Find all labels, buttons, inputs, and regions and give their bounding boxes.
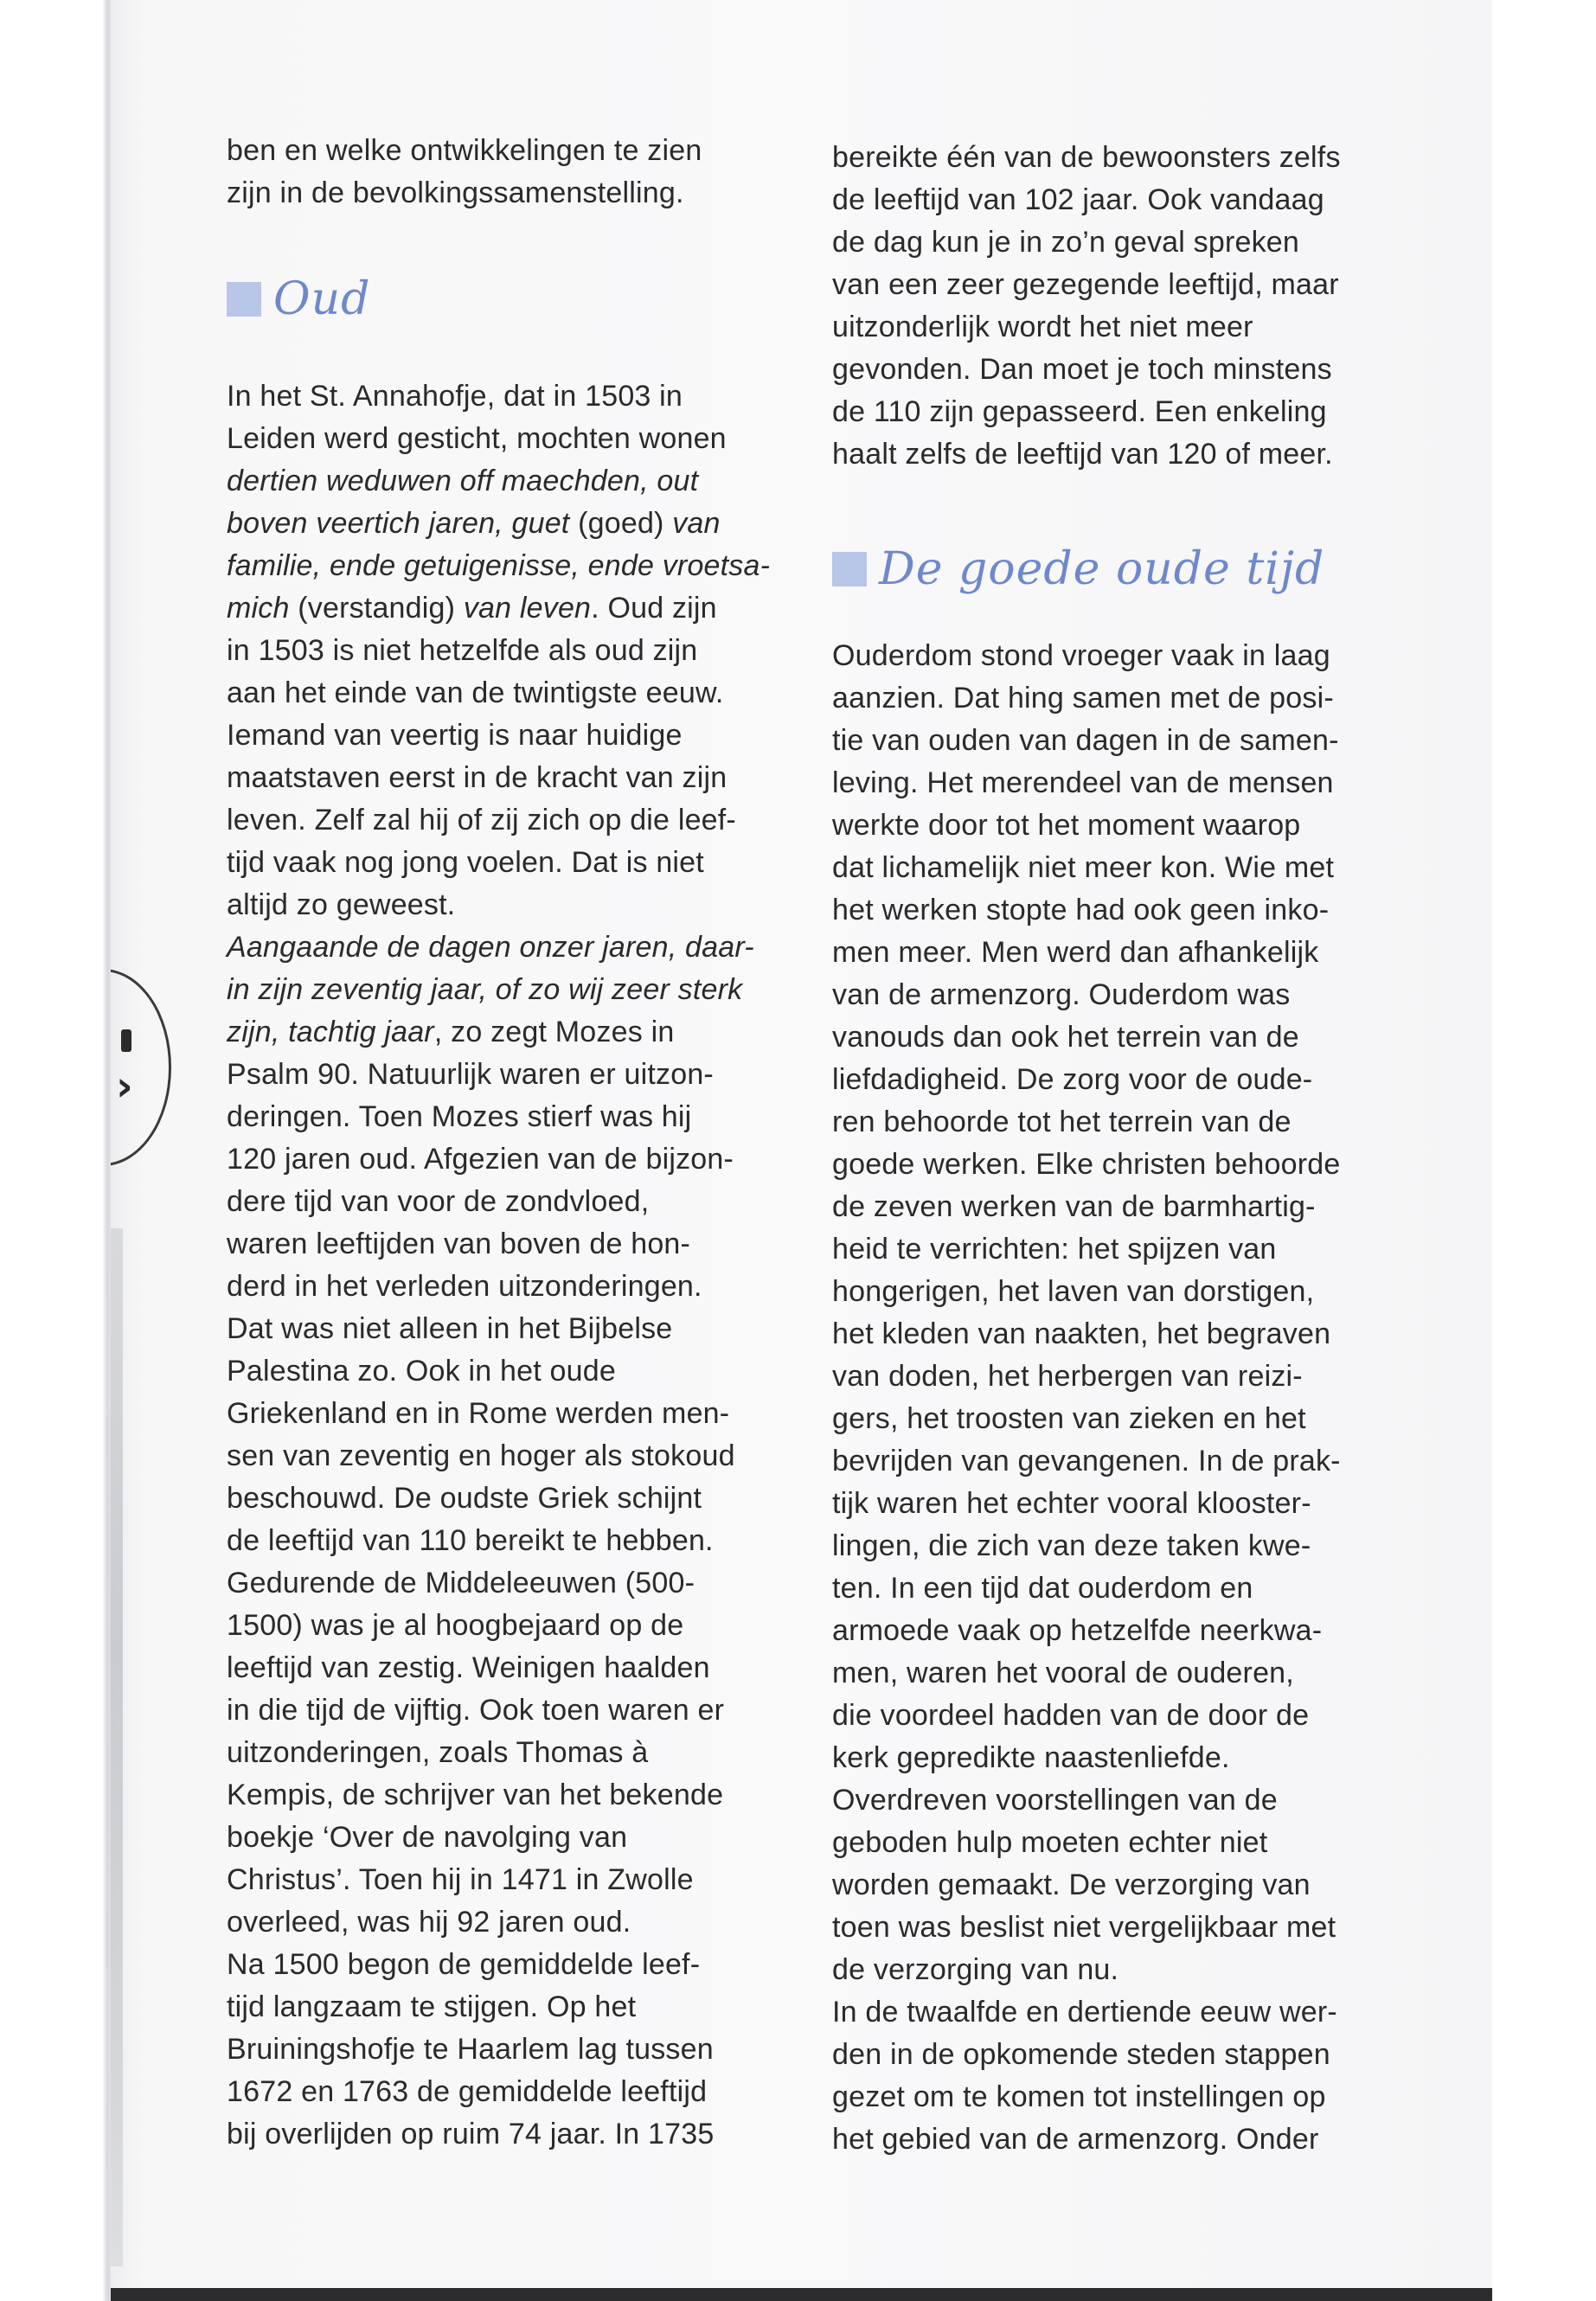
text-segment: altijd zo geweest. xyxy=(227,888,456,921)
text-line: de verzorging van nu. xyxy=(832,1953,1119,1986)
text-segment: Gedurende de Middeleeuwen (500- xyxy=(227,1567,695,1599)
text-line: vanouds dan ook het terrein van de xyxy=(832,1021,1299,1054)
heading-square-icon xyxy=(227,282,261,317)
text-line: heid te verrichten: het spijzen van xyxy=(832,1233,1277,1266)
text-line: toen was beslist niet vergelijkbaar met xyxy=(832,1911,1336,1944)
text-line: tijk waren het echter vooral klooster- xyxy=(832,1487,1311,1520)
text-line: tie van ouden van dagen in de samen- xyxy=(832,724,1339,757)
text-line xyxy=(227,375,780,418)
text-line xyxy=(227,2029,780,2071)
text-line: den in de opkomende steden stappen xyxy=(832,2038,1330,2071)
text-line: worden gemaakt. De verzorging van xyxy=(832,1868,1311,1901)
text-line: liefdadigheid. De zorg voor de oude- xyxy=(832,1063,1313,1096)
text-line xyxy=(227,926,780,969)
text-segment: (verstandig) xyxy=(289,592,464,625)
text-line xyxy=(227,969,780,1011)
text-line: bereikte één van de bewoonsters zelfs xyxy=(832,141,1341,174)
text-segment: tijd vaak nog jong voelen. Dat is niet xyxy=(227,846,704,879)
text-line: Overdreven voorstellingen van de xyxy=(832,1784,1278,1817)
text-segment: aan het einde van de twintigste eeuw. xyxy=(227,676,724,709)
text-line: gers, het troosten van zieken en het xyxy=(832,1402,1306,1435)
left-intro xyxy=(227,130,780,215)
text-line: uitzonderlijk wordt het niet meer xyxy=(832,311,1253,343)
text-line: gezet om te komen tot instellingen op xyxy=(832,2080,1326,2113)
text-line xyxy=(227,1350,780,1393)
text-line: gevonden. Dan moet je toch minstens xyxy=(832,353,1332,386)
section-heading-oud xyxy=(227,273,780,325)
text-line xyxy=(227,2071,780,2113)
text-segment: waren leeftijden van boven de hon- xyxy=(227,1227,691,1260)
text-segment: In het St. Annahofje, dat in 1503 in xyxy=(227,380,683,413)
right-intro xyxy=(832,137,1394,476)
text-segment: Kempis, de schrijver van het bekende xyxy=(227,1779,724,1811)
text-line xyxy=(227,715,780,757)
text-line xyxy=(227,1647,780,1689)
thumb-tab-arrow-icon: › xyxy=(116,1062,133,1111)
text-segment: 120 jaren oud. Afgezien van de bijzon- xyxy=(227,1143,734,1176)
text-line xyxy=(227,503,780,545)
heading-square-icon xyxy=(832,552,867,586)
text-line xyxy=(227,799,780,842)
text-line: goede werken. Elke christen behoorde xyxy=(832,1148,1341,1181)
text-line xyxy=(227,1011,780,1054)
right-body xyxy=(832,635,1394,2161)
text-segment: Christus’. Toen hij in 1471 in Zwolle xyxy=(227,1863,694,1896)
text-line: men, waren het vooral de ouderen, xyxy=(832,1657,1294,1689)
text-line xyxy=(227,587,780,630)
text-segment: in die tijd de vijftig. Ook toen waren er xyxy=(227,1694,725,1727)
text-line: de zeven werken van de barmhartig- xyxy=(832,1190,1316,1223)
text-segment: 1672 en 1763 de gemiddelde leeftijd xyxy=(227,2075,708,2108)
text-segment: de leeftijd van 110 bereikt te hebben. xyxy=(227,1524,714,1557)
italic-segment: boven veertich jaren, guet xyxy=(227,507,570,540)
text-line xyxy=(227,1732,780,1774)
text-line: van de armenzorg. Ouderdom was xyxy=(832,978,1291,1011)
text-line: aanzien. Dat hing samen met de posi- xyxy=(832,682,1334,715)
italic-segment: van leven xyxy=(463,592,592,625)
text-segment: (goed) xyxy=(569,507,673,540)
text-line xyxy=(227,1817,780,1859)
text-line: bevrijden van gevangenen. In de prak- xyxy=(832,1445,1341,1477)
italic-segment: Aangaande de dagen onzer jaren, daar- xyxy=(227,931,754,964)
text-segment: Psalm 90. Natuurlijk waren er uitzon- xyxy=(227,1058,714,1091)
text-line xyxy=(227,1859,780,1901)
text-line xyxy=(227,2113,780,2156)
italic-segment: mich xyxy=(227,592,290,625)
italic-segment: familie, ende getuigenisse, ende vroetsa- xyxy=(227,549,771,582)
text-line: Ouderdom stond vroeger vaak in laag xyxy=(832,639,1330,672)
section-heading-goede-oude-tijd xyxy=(832,543,1394,595)
text-segment: tijd langzaam te stijgen. Op het xyxy=(227,1990,637,2023)
italic-segment: zijn, tachtig jaar xyxy=(227,1016,434,1048)
text-line xyxy=(227,1986,780,2029)
text-line xyxy=(227,1181,780,1223)
text-segment: boekje ‘Over de navolging van xyxy=(227,1821,628,1854)
text-line xyxy=(227,1774,780,1817)
text-segment: bij overlijden op ruim 74 jaar. In 1735 xyxy=(227,2118,715,2150)
text-segment: Bruiningshofje te Haarlem lag tussen xyxy=(227,2033,714,2066)
text-line: de 110 zijn gepasseerd. Een enkeling xyxy=(832,395,1327,428)
text-segment: . Oud zijn xyxy=(591,592,717,625)
text-line: het werken stopte had ook geen inko- xyxy=(832,894,1330,926)
text-segment: dere tijd van voor de zondvloed, xyxy=(227,1185,650,1218)
text-line: armoede vaak op hetzelfde neerkwa- xyxy=(832,1614,1323,1647)
text-line: haalt zelfs de leeftijd van 120 of meer. xyxy=(832,438,1333,471)
text-line: lingen, die zich van deze taken kwe- xyxy=(832,1529,1311,1562)
text-line xyxy=(227,1435,780,1477)
text-segment: , zo zegt Mozes in xyxy=(433,1016,675,1048)
right-column xyxy=(832,137,1394,2161)
text-segment: Na 1500 begon de gemiddelde leef- xyxy=(227,1948,701,1981)
left-body xyxy=(227,375,780,2156)
text-line xyxy=(227,1477,780,1520)
text-segment: Iemand van veertig is naar huidige xyxy=(227,719,683,752)
text-line xyxy=(227,1689,780,1732)
text-segment: Griekenland en in Rome werden men- xyxy=(227,1397,730,1430)
text-line: werkte door tot het moment waarop xyxy=(832,809,1301,842)
text-line xyxy=(227,1901,780,1944)
text-line xyxy=(227,672,780,715)
text-line: hongerigen, het laven van dorstigen, xyxy=(832,1275,1315,1308)
text-line xyxy=(227,630,780,672)
thumb-tab-mark xyxy=(121,1029,131,1052)
text-line: men meer. Men werd dan afhankelijk xyxy=(832,936,1319,969)
right-margin xyxy=(1492,0,1596,2301)
text-line xyxy=(227,1138,780,1181)
text-line xyxy=(227,1520,780,1562)
text-line xyxy=(227,1944,780,1986)
text-line xyxy=(227,460,780,503)
text-segment: uitzonderingen, zoals Thomas à xyxy=(227,1736,649,1769)
text-line: die voordeel hadden van de door de xyxy=(832,1699,1310,1732)
bottom-dark-strip xyxy=(111,2288,1492,2301)
text-segment: leeftijd van zestig. Weinigen haalden xyxy=(227,1651,710,1684)
text-segment: Leiden werd gesticht, mochten wonen xyxy=(227,422,727,455)
text-segment: deringen. Toen Mozes stierf was hij xyxy=(227,1100,692,1133)
italic-segment: van xyxy=(672,507,721,540)
text-line: het kleden van naakten, het begraven xyxy=(832,1317,1331,1350)
text-line: geboden hulp moeten echter niet xyxy=(832,1826,1268,1859)
text-segment: in 1503 is niet hetzelfde als oud zijn xyxy=(227,634,698,667)
text-line xyxy=(227,1308,780,1350)
text-line: In de twaalfde en dertiende eeuw wer- xyxy=(832,1996,1337,2029)
text-line: van doden, het herbergen van reizi- xyxy=(832,1360,1303,1393)
text-segment: Dat was niet alleen in het Bijbelse xyxy=(227,1312,673,1345)
text-segment: beschouwd. De oudste Griek schijnt xyxy=(227,1482,702,1515)
heading-text: De goede oude tijd xyxy=(879,543,1325,595)
text-line xyxy=(227,1054,780,1096)
text-line: de dag kun je in zo’n geval spreken xyxy=(832,226,1300,259)
text-line xyxy=(227,1393,780,1435)
text-segment: derd in het verleden uitzonderingen. xyxy=(227,1270,702,1303)
text-line: het gebied van de armenzorg. Onder xyxy=(832,2123,1319,2156)
text-line xyxy=(227,1096,780,1138)
text-line xyxy=(227,545,780,587)
text-line xyxy=(227,1562,780,1605)
text-line: ten. In een tijd dat ouderdom en xyxy=(832,1572,1253,1605)
text-line: ben en welke ontwikkelingen te zien xyxy=(227,134,702,167)
text-segment: leven. Zelf zal hij of zij zich op die leef- xyxy=(227,804,736,836)
text-line: van een zeer gezegende leeftijd, maar xyxy=(832,268,1339,301)
text-line: leving. Het merendeel van de mensen xyxy=(832,766,1334,799)
text-line xyxy=(227,757,780,799)
text-line xyxy=(227,1266,780,1308)
italic-segment: in zijn zeventig jaar, of zo wij zeer sterk xyxy=(227,973,743,1006)
text-line xyxy=(227,884,780,926)
text-line xyxy=(227,842,780,884)
text-segment: maatstaven eerst in de kracht van zijn xyxy=(227,761,727,794)
text-line xyxy=(227,418,780,460)
text-line: ren behoorde tot het terrein van de xyxy=(832,1106,1292,1138)
text-line: de leeftijd van 102 jaar. Ook vandaag xyxy=(832,183,1324,216)
text-line xyxy=(227,1223,780,1266)
text-line: dat lichamelijk niet meer kon. Wie met xyxy=(832,851,1335,884)
italic-segment: dertien weduwen off maechden, out xyxy=(227,465,699,497)
text-segment: Palestina zo. Ook in het oude xyxy=(227,1355,616,1388)
left-column xyxy=(227,130,780,2156)
text-line: zijn in de bevolkingssamenstelling. xyxy=(227,176,684,209)
text-segment: sen van zeventig en hoger als stokoud xyxy=(227,1439,735,1472)
text-segment: 1500) was je al hoogbejaard op de xyxy=(227,1609,684,1642)
text-line: kerk gepredikte naastenliefde. xyxy=(832,1741,1230,1774)
text-segment: overleed, was hij 92 jaren oud. xyxy=(227,1906,631,1939)
page-edge-stripe xyxy=(111,1228,123,2266)
text-line xyxy=(227,1605,780,1647)
heading-text: Oud xyxy=(273,273,371,325)
